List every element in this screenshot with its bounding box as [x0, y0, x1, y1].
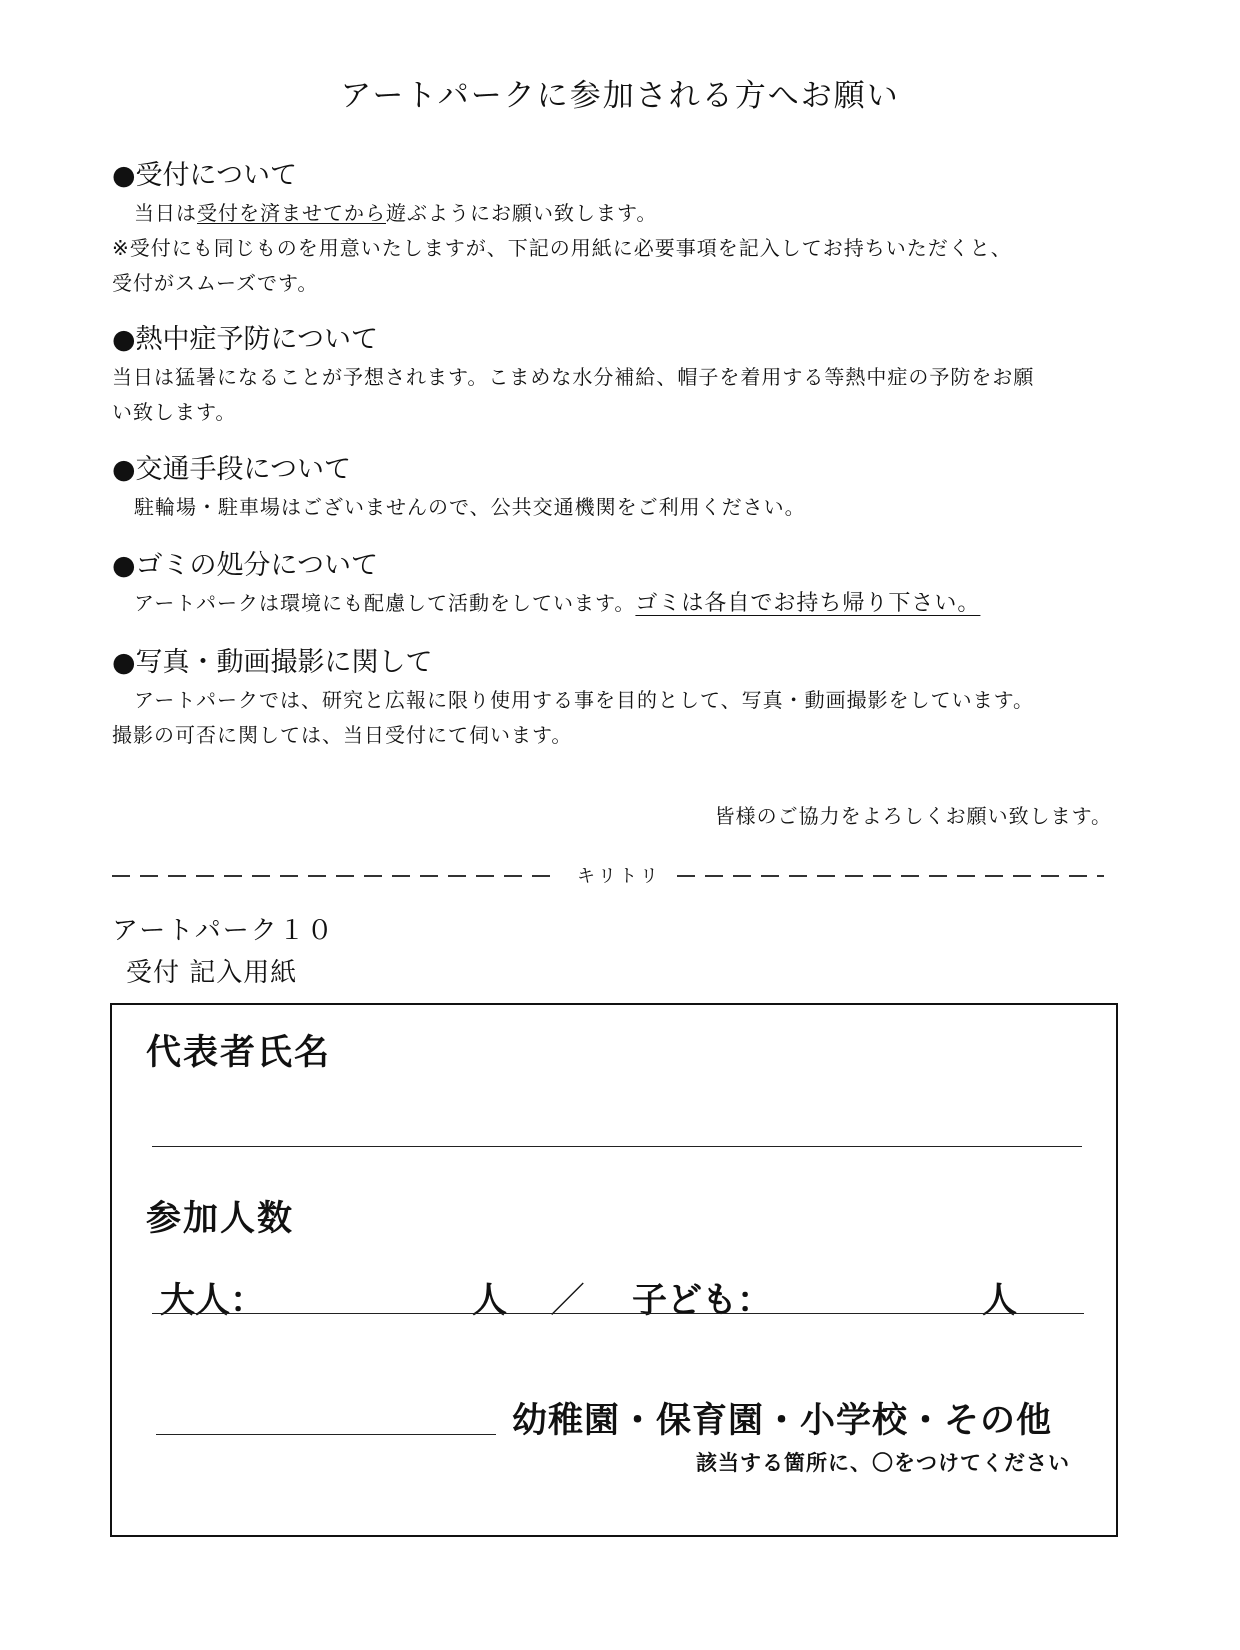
- underlined-text: 受付を済ませてから: [197, 201, 386, 225]
- school-note: 該当する箇所に、〇をつけてください: [696, 1451, 1070, 1475]
- section-heading: ●熱中症予防について: [112, 324, 379, 355]
- section-text: 駐輪場・駐車場はございませんので、公共交通機関をご利用ください。: [134, 495, 806, 519]
- section-heading: ●受付について: [112, 160, 298, 191]
- section-reception: [112, 158, 1132, 301]
- page-title: アートパークに参加される方へお願い: [340, 78, 900, 114]
- text-span: アートパークは環境にも配慮して活動をしています。: [134, 591, 636, 615]
- section-heading: ●写真・動画撮影に関して: [112, 647, 433, 678]
- text-span: 遊ぶようにお願い致します。: [386, 201, 658, 225]
- person-unit: 人: [472, 1281, 508, 1321]
- section-text: アートパークでは、研究と広報に限り使用する事を目的として、写真・動画撮影をしています。: [134, 688, 1034, 712]
- cut-label: キリトリ: [577, 866, 661, 887]
- section-text: い致します。: [112, 400, 237, 424]
- text-span: 当日は: [134, 201, 197, 225]
- school-name-field[interactable]: [156, 1434, 496, 1435]
- section-photo: [112, 645, 1132, 753]
- cut-line: [112, 862, 1104, 890]
- person-unit: 人: [982, 1281, 1018, 1321]
- section-heatstroke: [112, 322, 1132, 430]
- section-text: ※受付にも同じものを用意いたしますが、下記の用紙に必要事項を記入してお持ちいただくと、: [112, 236, 1012, 260]
- registration-form: [110, 1003, 1118, 1537]
- section-text: [112, 586, 1132, 621]
- section-transport: [112, 452, 1132, 525]
- section-heading: ●ゴミの処分について: [112, 550, 379, 581]
- closing-text: 皆様のご協力をよろしくお願い致します。: [714, 804, 1112, 828]
- slash-separator: ／: [550, 1281, 586, 1321]
- rep-name-label: 代表者氏名: [146, 1033, 332, 1073]
- section-text: 撮影の可否に関しては、当日受付にて伺います。: [112, 723, 573, 747]
- form-title: 受付 記入用紙: [126, 958, 298, 988]
- section-heading: ●交通手段について: [112, 454, 352, 485]
- section-text: [112, 196, 1132, 231]
- section-garbage: [112, 548, 1132, 621]
- section-text: 当日は猛暑になることが予想されます。こまめな水分補給、帽子を着用する等熱中症の予防をお願: [112, 365, 1035, 389]
- participants-label: 参加人数: [146, 1199, 295, 1239]
- form-event-label: アートパーク１０: [112, 916, 335, 946]
- adults-label: 大人：: [160, 1281, 266, 1321]
- participants-field[interactable]: [152, 1313, 1084, 1314]
- school-options[interactable]: 幼稚園・保育園・小学校・その他: [512, 1401, 1053, 1441]
- section-text: 受付がスムーズです。: [112, 271, 319, 295]
- rep-name-field[interactable]: [152, 1146, 1082, 1147]
- children-label: 子ども：: [632, 1281, 773, 1321]
- underlined-text: ゴミは各自でお持ち帰り下さい。: [635, 591, 981, 616]
